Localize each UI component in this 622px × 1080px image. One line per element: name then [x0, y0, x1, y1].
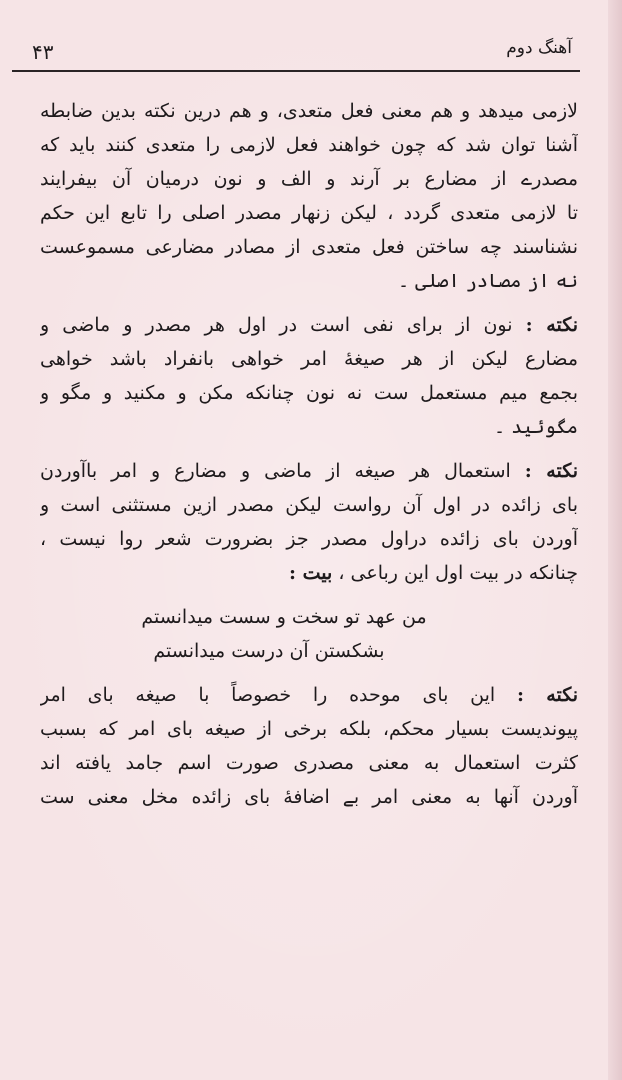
header-rule — [12, 70, 580, 72]
text-line: نه از مصادر اصلی ۔ — [397, 270, 578, 292]
text-line: بجمع میم مستعمل ست نه نون چنانکه مکن و مکنید و مگو و — [40, 382, 578, 404]
verse-line: بشکستن آن درست میدانستم — [153, 640, 385, 662]
note-text: نون از برای نفی است در اول هر مصدر و ماضی و — [40, 314, 513, 336]
text-line: مگوئید ۔ — [494, 416, 578, 438]
text-line: بای زائده در اول آن رواست لیکن مصدر ازین مستثنی است و — [40, 494, 578, 516]
text-line: مصدرے از مضارع بر آرند و الف و نون درمیان آن بیفرایند — [40, 168, 578, 190]
text-line: مضارع لیکن از هر صیغهٔ امر خواهی بانفراد باشد خواهی — [40, 348, 578, 370]
body-text — [40, 94, 578, 814]
note-text: چنانکه در بیت اول این رباعی ، — [338, 562, 578, 584]
bayt-label: بیت : — [289, 562, 333, 584]
text-line: آوردن آنها به معنی امر بے اضافهٔ بای زائده مخل معنی ست — [40, 786, 578, 808]
paragraph-gap — [40, 444, 578, 454]
text-line: تا لازمی متعدی گردد ، لیکن زنهار مصدر اصلی را تابع این حکم — [40, 202, 578, 224]
text-line: کثرت استعمال به معنی مصدری صورت اسم جامد یافته اند — [40, 752, 578, 774]
paragraph-gap — [40, 298, 578, 308]
page-header — [12, 26, 580, 74]
page-number: ۴۳ — [32, 40, 54, 64]
text-line — [40, 454, 578, 488]
text-line — [40, 556, 578, 590]
note-1 — [40, 308, 578, 444]
note-text: این بای موحده را خصوصاً با صیغه بای امر — [40, 684, 496, 706]
paragraph-1 — [40, 94, 578, 298]
note-text: استعمال هر صیغه از ماضی و مضارع و امر باآوردن — [40, 460, 511, 482]
verse — [40, 600, 578, 668]
text-line: لازمی میدهد و هم معنی فعل متعدی، و هم درین نکته بدین ضابطه — [40, 100, 578, 122]
note-2 — [40, 454, 578, 590]
running-title: آهنگ دوم — [506, 38, 572, 58]
text-line: پیوندیست بسیار محکم، بلکه برخی از صیغه بای امر که بسبب — [40, 718, 578, 740]
text-line — [40, 678, 578, 712]
note-label: نکته : — [524, 460, 578, 482]
text-line — [40, 308, 578, 342]
text-line: آشنا توان شد که چون خواهند فعل لازمی را متعدی کنند باید که — [40, 134, 578, 156]
text-line: نشناسند چه ساختن فعل متعدی از مصادر مضارعی مسموعست — [40, 236, 578, 258]
note-3 — [40, 678, 578, 814]
paragraph-gap — [40, 590, 578, 600]
text-line: آوردن بای زائده دراول مصدر جز بضرورت شعر روا نیست ، — [40, 528, 578, 550]
page-edge — [608, 0, 622, 1080]
verse-line: من عهد تو سخت و سست میدانستم — [141, 606, 427, 628]
note-label: نکته : — [516, 684, 578, 706]
paragraph-gap — [40, 668, 578, 678]
note-label: نکته : — [525, 314, 578, 336]
